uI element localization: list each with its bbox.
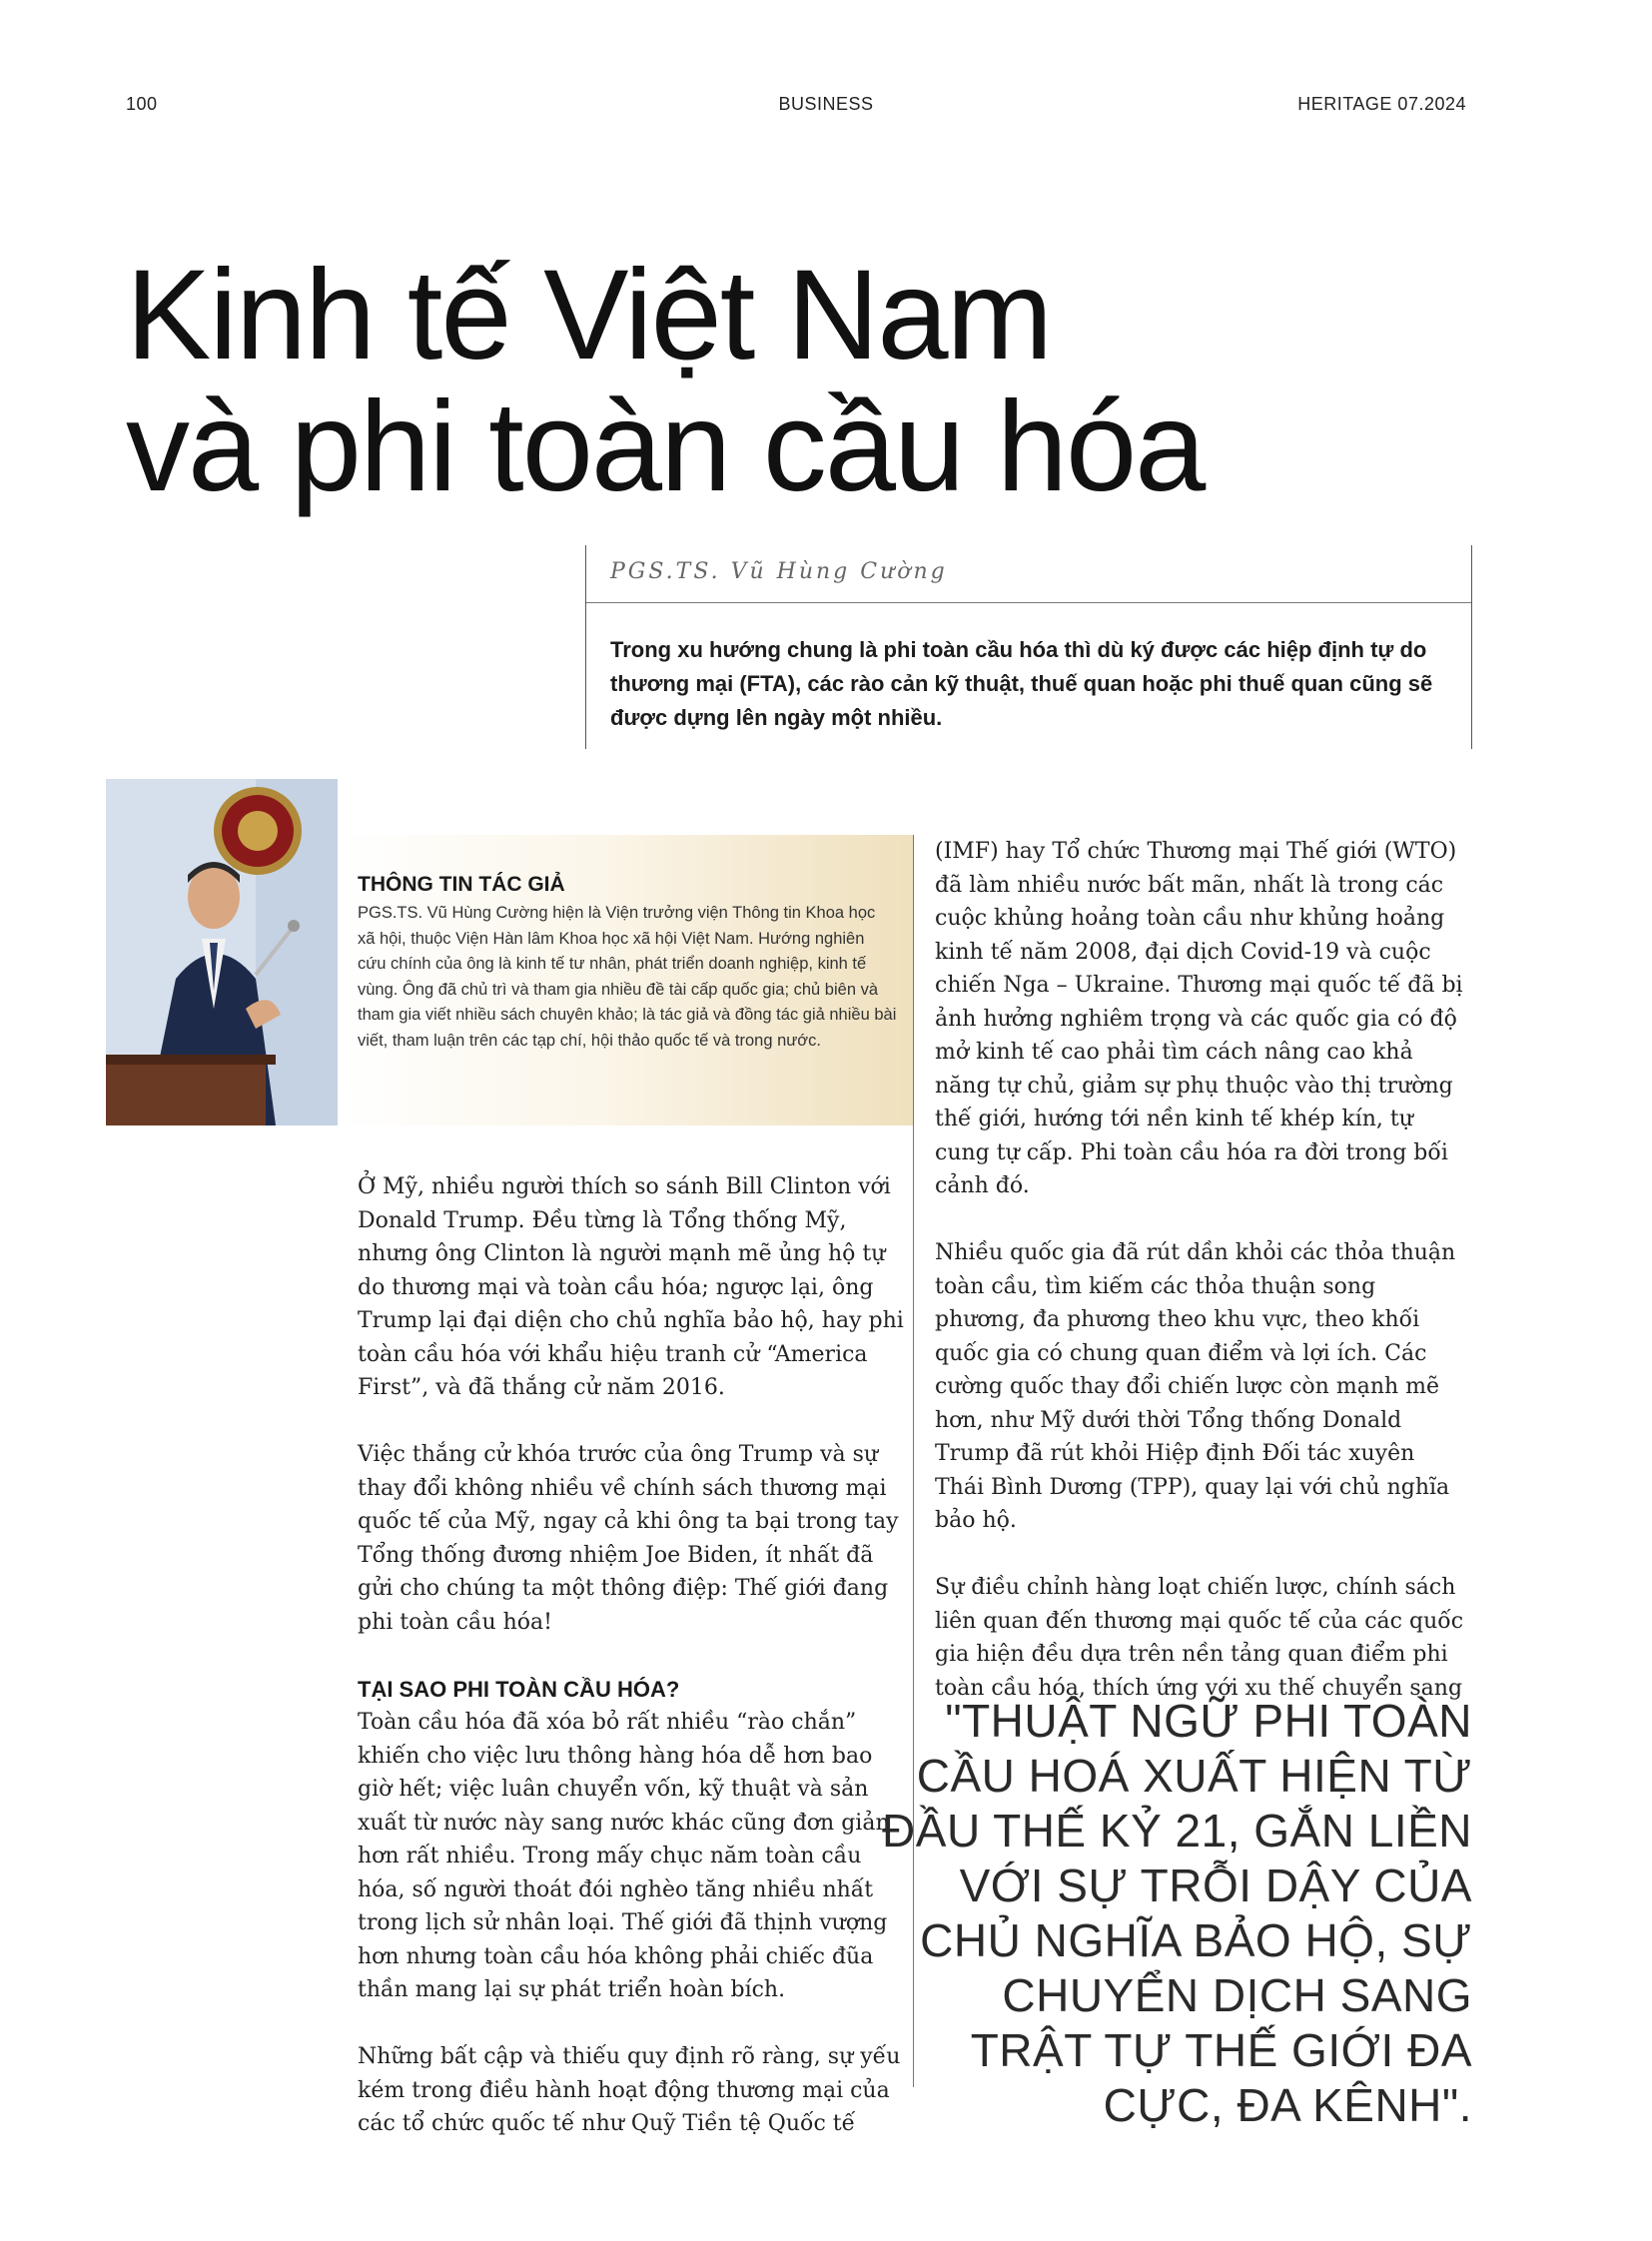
author-info-box (338, 835, 913, 1125)
pull-quote: "THUẬT NGỮ PHI TOÀN CẦU HOÁ XUẤT HIỆN TỪ ĐẦU THẾ KỶ 21, GẮN LIỀN VỚI SỰ TRỖI DẬY CỦA CHỦ NGHĨA BẢO HỘ, SỰ CHUYỂN DỊCH SANG TRẬT TỰ THẾ GIỚI ĐA CỰC, ĐA KÊNH". (882, 1695, 1472, 2131)
section-label: BUSINESS (778, 94, 874, 114)
author-divider (586, 602, 1471, 603)
author-info-heading: THÔNG TIN TÁC GIẢ (358, 873, 565, 896)
body-paragraph: Việc thắng cử khóa trước của ông Trump và sự thay đổi không nhiều về chính sách thương mại quốc tế của Mỹ, ngay cả khi ông ta bại trong tay Tổng thống đương nhiệm Joe Biden, ít nhất đã gửi cho chúng ta một thông điệp: Thế giới đang phi toàn cầu hóa! (358, 1442, 899, 1635)
issue-label: HERITAGE 07.2024 (1297, 94, 1466, 114)
author-name: PGS.TS. Vũ Hùng Cường (610, 559, 948, 584)
section-heading: TẠI SAO PHI TOÀN CẦU HÓA? (358, 1676, 680, 1702)
article-title (126, 244, 1205, 518)
body-paragraph: Ở Mỹ, nhiều người thích so sánh Bill Clinton với Donald Trump. Đều từng là Tổng thống Mỹ, nhưng ông Clinton là người mạnh mẽ ủng hộ tự do thương mại và toàn cầu hóa; ngược lại, ông Trump lại đại diện cho chủ nghĩa bảo hộ, hay phi toàn cầu hóa với khẩu hiệu tranh cử “America First”, và đã thắng cử năm 2016. (358, 1174, 904, 1400)
title-line-1: Kinh tế Việt Nam (126, 244, 1052, 386)
body-column-right (935, 835, 1470, 1739)
author-photo (106, 779, 338, 1125)
body-paragraph: Nhiều quốc gia đã rút dần khỏi các thỏa thuận toàn cầu, tìm kiếm các thỏa thuận song phương, đa phương theo khu vực, theo khối quốc gia có chung quan điểm và lợi ích. Các cường quốc thay đổi chiến lược còn mạnh mẽ hơn, như Mỹ dưới thời Tổng thống Donald Trump đã rút khỏi Hiệp định Đối tác xuyên Thái Bình Dương (TPP), quay lại với chủ nghĩa bảo hộ. (935, 1240, 1456, 1533)
author-photo-illustration (106, 779, 338, 1125)
page-number: 100 (126, 94, 158, 114)
lead-paragraph: Trong xu hướng chung là phi toàn cầu hóa thì dù ký được các hiệp định tự do thương mại (FTA), các rào cản kỹ thuật, thuế quan hoặc phi thuế quan cũng sẽ được dựng lên ngày một nhiều. (610, 637, 1433, 730)
body-paragraph: Những bất cập và thiếu quy định rõ ràng, sự yếu kém trong điều hành hoạt động thương mại của các tổ chức quốc tế như Quỹ Tiền tệ Quốc tế (358, 2044, 901, 2136)
body-column-left (358, 1170, 905, 2174)
body-paragraph: Toàn cầu hóa đã xóa bỏ rất nhiều “rào chắn” khiến cho việc lưu thông hàng hóa dễ hơn bao giờ hết; việc luân chuyển vốn, kỹ thuật và sản xuất từ nước này sang nước khác cũng đơn giản hơn rất nhiều. Trong mấy chục năm toàn cầu hóa, số người thoát đói nghèo tăng nhiều nhất trong lịch sử nhân loại. Thế giới đã thịnh vượng hơn nhưng toàn cầu hóa không phải chiếc đũa thần mang lại sự phát triển hoàn bích. (358, 1710, 890, 2002)
title-line-2: và phi toàn cầu hóa (126, 375, 1205, 518)
body-paragraph: (IMF) hay Tổ chức Thương mại Thế giới (WTO) đã làm nhiều nước bất mãn, nhất là trong các cuộc khủng hoảng toàn cầu như khủng hoảng kinh tế năm 2008, đại dịch Covid-19 và cuộc chiến Nga – Ukraine. Thương mại quốc tế đã bị ảnh hưởng nghiêm trọng và các quốc gia có độ mở kinh tế cao phải tìm cách nâng cao khả năng tự chủ, giảm sự phụ thuộc vào thị trường thế giới, hướng tới nền kinh tế khép kín, tự cung tự cấp. Phi toàn cầu hóa ra đời trong bối cảnh đó. (935, 839, 1463, 1198)
author-info-text: PGS.TS. Vũ Hùng Cường hiện là Viện trưởng viện Thông tin Khoa học xã hội, thuộc Viện Hàn lâm Khoa học xã hội Việt Nam. Hướng nghiên cứu chính của ông là kinh tế tư nhân, phát triển doanh nghiệp, kinh tế vùng. Ông đã chủ trì và tham gia nhiều đề tài cấp quốc gia; chủ biên và tham gia viết nhiều sách chuyên khảo; là tác giả và đồng tác giả nhiều bài viết, tham luận trên các tạp chí, hội thảo quốc tế và trong nước. (358, 904, 897, 1050)
author-lead-box (585, 545, 1472, 749)
body-paragraph: Sự điều chỉnh hàng loạt chiến lược, chính sách liên quan đến thương mại quốc tế của các quốc gia hiện đều dựa trên nền tảng quan điểm phi toàn cầu hóa, thích ứng với xu thế chuyển sang (935, 1575, 1464, 1701)
